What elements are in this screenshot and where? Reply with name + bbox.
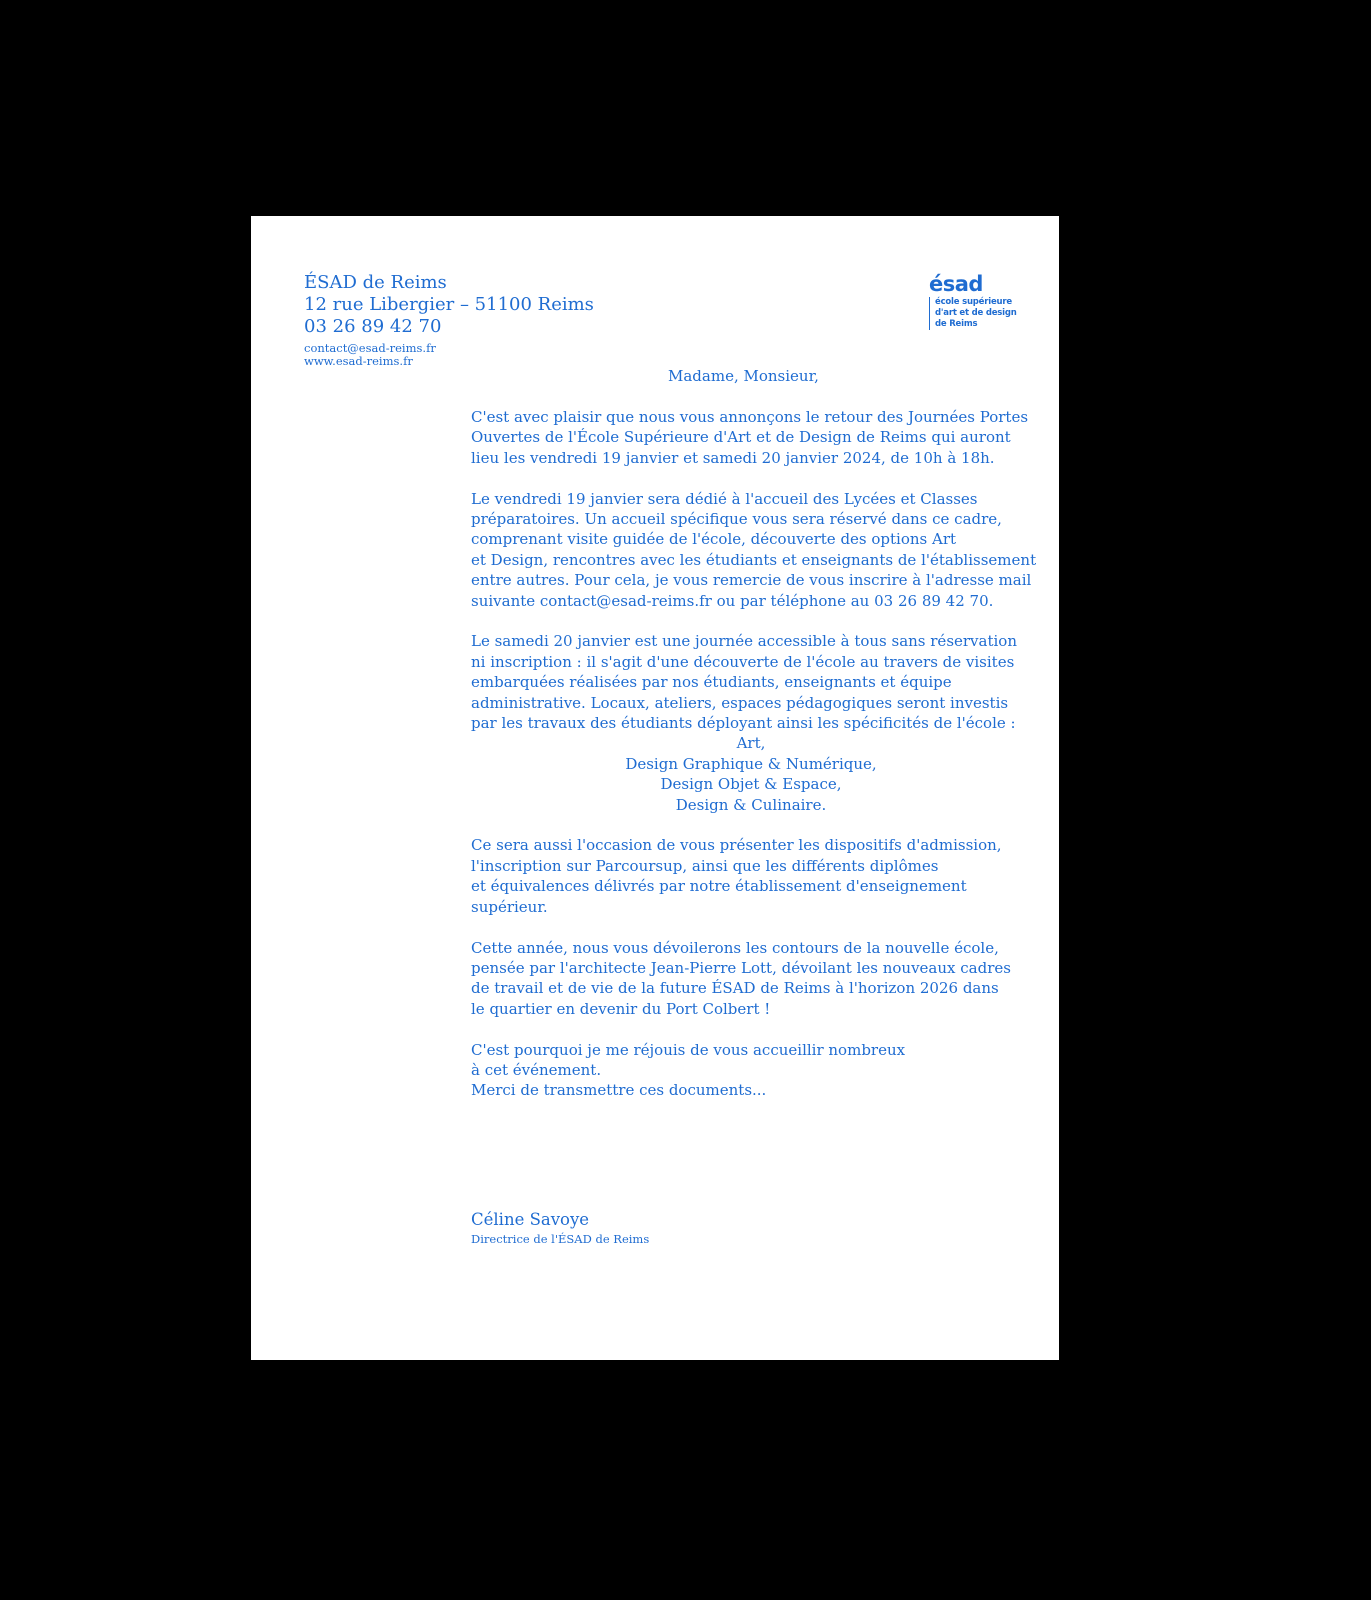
logo-tagline [929, 297, 1017, 330]
logo-mark: ésad [929, 272, 983, 296]
text-line: Merci de transmettre ces documents... [471, 1081, 767, 1100]
text-line: supérieur. [471, 897, 548, 916]
text-line: Ouvertes de l'École Supérieure d'Art et de Design de Reims qui auront [471, 428, 1011, 447]
sender-website: www.esad-reims.fr [304, 354, 413, 368]
text-line: Le vendredi 19 janvier sera dédié à l'accueil des Lycées et Classes [471, 489, 978, 508]
text-line: préparatoires. Un accueil spécifique vous sera réservé dans ce cadre, [471, 510, 1002, 529]
paragraph-admission [471, 835, 1031, 917]
text-line: embarquées réalisées par nos étudiants, enseignants et équipe [471, 673, 952, 692]
text-line: entre autres. Pour cela, je vous remercie de vous inscrire à l'adresse mail [471, 571, 1032, 590]
esad-logo [929, 273, 1017, 330]
signatory-title: Directrice de l'ÉSAD de Reims [471, 1232, 650, 1246]
sender-block [304, 272, 594, 368]
text-line: Cette année, nous vous dévoilerons les contours de la nouvelle école, [471, 938, 999, 957]
text-line: C'est pourquoi je me réjouis de vous accueillir nombreux [471, 1040, 906, 1059]
text-line: lieu les vendredi 19 janvier et samedi 20 janvier 2024, de 10h à 18h. [471, 448, 995, 467]
sender-phone: 03 26 89 42 70 [304, 316, 442, 337]
logo-tagline-line: d'art et de design [935, 308, 1017, 318]
text-line: C'est avec plaisir que nous vous annonçons le retour des Journées Portes [471, 408, 1029, 426]
logo-tagline-line: école supérieure [935, 297, 1012, 307]
text-line: administrative. Locaux, ateliers, espaces pédagogiques seront investis [471, 693, 1009, 712]
letter-body [471, 407, 1037, 1121]
salutation: Madame, Monsieur, [668, 367, 819, 385]
paragraph-saturday [471, 631, 1031, 815]
signatory-name: Céline Savoye [471, 1210, 590, 1229]
option-item: Design Graphique & Numérique, [625, 754, 877, 773]
text-line: pensée par l'architecte Jean-Pierre Lott, dévoilant les nouveaux cadres [471, 958, 1011, 977]
option-item: Art, [736, 734, 766, 753]
text-line: Le samedi 20 janvier est une journée accessible à tous sans réservation [471, 632, 1017, 651]
text-line: le quartier en devenir du Port Colbert ! [471, 999, 771, 1018]
text-line: par les travaux des étudiants déployant ainsi les spécificités de l'école : [471, 714, 1016, 733]
sender-address: 12 rue Libergier – 51100 Reims [304, 294, 594, 315]
text-line: et équivalences délivrés par notre établissement d'enseignement [471, 877, 967, 896]
sender-name: ÉSAD de Reims [304, 272, 447, 293]
paragraph-new-school [471, 938, 1031, 1020]
text-line: de travail et de vie de la future ÉSAD de Reims à l'horizon 2026 dans [471, 979, 999, 998]
text-line: l'inscription sur Parcoursup, ainsi que les différents diplômes [471, 856, 939, 875]
paragraph-open-days [471, 407, 1031, 468]
text-line: comprenant visite guidée de l'école, découverte des options Art [471, 530, 957, 549]
option-item: Design Objet & Espace, [660, 775, 842, 794]
signature-block [471, 1210, 649, 1246]
text-line: à cet événement. [471, 1060, 602, 1079]
paragraph-friday [471, 489, 1037, 611]
logo-tagline-line: de Reims [935, 319, 978, 329]
text-line: Ce sera aussi l'occasion de vous présenter les dispositifs d'admission, [471, 836, 1002, 855]
text-line: ni inscription : il s'agit d'une découverte de l'école au travers de visites [471, 652, 1015, 671]
paragraph-closing [471, 1040, 1031, 1101]
letter-sheet [251, 216, 1059, 1360]
option-item: Design & Culinaire. [675, 795, 827, 814]
text-line: suivante contact@esad-reims.fr ou par téléphone au 03 26 89 42 70. [471, 591, 994, 610]
sender-email: contact@esad-reims.fr [304, 341, 436, 355]
text-line: et Design, rencontres avec les étudiants et enseignants de l'établissement [471, 550, 1037, 569]
